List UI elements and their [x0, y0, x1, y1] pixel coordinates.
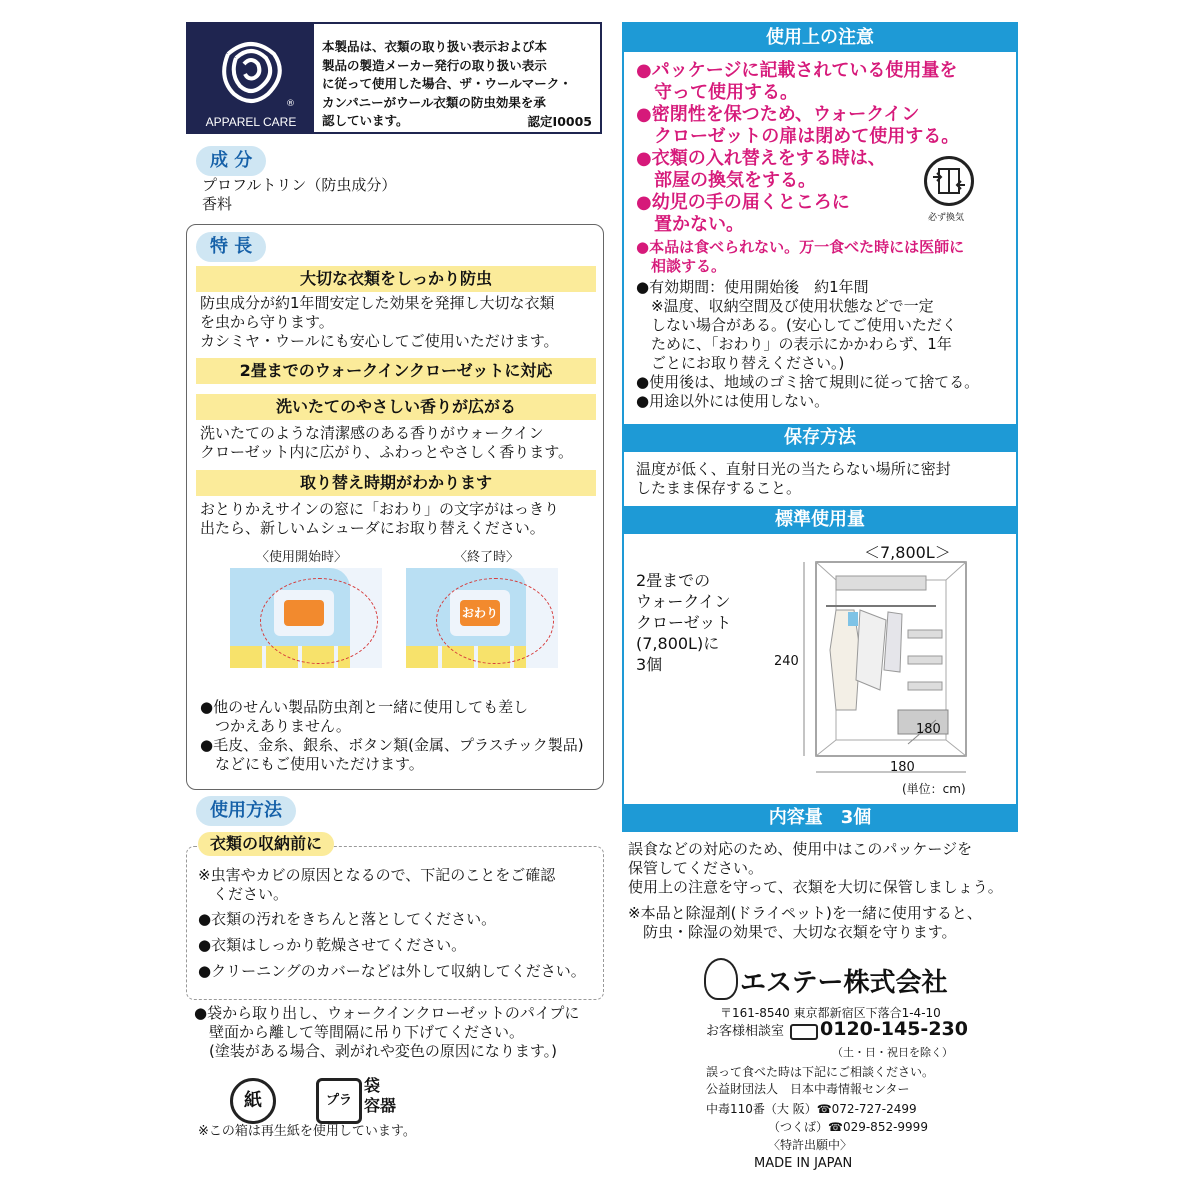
cautions-heading: 使用上の注意 — [622, 24, 1018, 52]
highlight-circle — [260, 578, 378, 664]
text-line: 2畳までの — [636, 571, 711, 590]
validity-notes — [636, 278, 1008, 411]
care-line: に従って使用した場合、ザ・ウールマーク・ — [322, 76, 572, 91]
text-line: ごとにお取り替えください。) — [636, 354, 845, 372]
text-line: つかえありません。 — [200, 717, 351, 735]
text-line: 防虫成分が約1年間安定した効果を発揮し大切な衣類 — [200, 294, 555, 312]
text-line: ●他のせんい製品防虫剤と一緒に使用しても差し — [200, 698, 529, 716]
text-line: ●密閉性を保つため、ウォークイン — [636, 104, 920, 125]
plastic-recycle-icon: プラ — [316, 1078, 362, 1124]
closet-illustration — [796, 560, 988, 780]
image-caption: 〈使用開始時〉 — [256, 550, 348, 565]
text-line: クローゼットの扉は閉めて使用する。 — [636, 126, 960, 147]
text-line: ウォークイン — [636, 592, 731, 611]
care-line: 認しています。 — [322, 113, 409, 128]
company-address: 〒161-8540 東京都新宿区下落合1-4-10 — [720, 1006, 941, 1020]
storage-text — [636, 460, 1008, 498]
caution-item — [636, 104, 1006, 148]
svg-text:®: ® — [286, 99, 295, 109]
ingredients-heading: 成 分 — [196, 146, 266, 176]
text-line: 相談する。 — [636, 257, 727, 275]
text-line: 部屋の換気をする。 — [636, 170, 816, 191]
text-line: ●衣類の入れ替えをする時は、 — [636, 148, 886, 169]
text-line: ●クリーニングのカバーなどは外して収納してください。 — [198, 962, 586, 980]
text-line: 防虫・除湿の効果で、大切な衣類を守ります。 — [628, 923, 957, 941]
text-line: 袋 — [364, 1076, 381, 1095]
poison-osaka: 中毒110番（大 阪）☎072-727-2499 — [706, 1102, 917, 1116]
text-line: ●本品は食べられない。万一食べた時には医師に — [636, 238, 965, 256]
bird-logo-icon — [704, 958, 738, 1000]
ingredient-item: 香料 — [202, 195, 233, 213]
made-in-japan: MADE IN JAPAN — [754, 1156, 853, 1171]
text-line: クローゼット内に広がり、ふわっとやさしく香ります。 — [200, 443, 574, 461]
window-icon — [927, 159, 971, 203]
feature-text — [200, 500, 596, 538]
woolmark-logo — [188, 24, 314, 132]
depth-dimension: 180 — [916, 722, 941, 737]
features-heading: 特 長 — [196, 232, 266, 262]
text-line: ために、「おわり」の表示にかかわらず、1年 — [636, 335, 952, 353]
text-line: ※温度、収納空間及び使用状態などで一定 — [636, 297, 934, 315]
paper-recycle-icon: 紙 — [230, 1078, 276, 1124]
text-line: しない場合がある。(安心してご使用いただく — [636, 316, 957, 334]
hotline-hours: （土・日・祝日を除く） — [832, 1046, 953, 1059]
patent-pending: 〈特許出願中〉 — [768, 1138, 853, 1152]
width-dimension: 180 — [890, 760, 915, 775]
care-line: 本製品は、衣類の取り扱い表示および本 — [322, 39, 548, 54]
storage-heading: 保存方法 — [622, 424, 1018, 452]
hotline-label: お客様相談室 — [706, 1024, 785, 1039]
text-line: (塗装がある場合、剥がれや変色の原因になります。) — [194, 1042, 558, 1060]
text-line: 保管してください。 — [628, 859, 764, 877]
text-line: 誤食などの対応のため、使用中はこのパッケージを — [628, 840, 973, 858]
text-line: ●用途以外には使用しない。 — [636, 392, 830, 410]
text-line: を虫から守ります。 — [200, 313, 334, 331]
height-dimension: 240 — [774, 654, 799, 669]
feature-heading: 洗いたてのやさしい香りが広がる — [196, 394, 596, 420]
recycled-paper-note: ※この箱は再生紙を使用しています。 — [198, 1124, 416, 1139]
usage-subheading: 衣類の収納前に — [198, 832, 334, 856]
sign-owari: おわり — [460, 600, 500, 626]
text-line: 使用上の注意を守って、衣類を大切に保管しましょう。 — [628, 878, 1003, 896]
unit-label: (単位：cm) — [902, 782, 966, 796]
woolmark-icon — [188, 24, 314, 132]
drypet-note — [628, 904, 1018, 942]
text-line: (7,800L)に — [636, 634, 720, 653]
text-line: 容器 — [364, 1096, 397, 1115]
hotline-number: 0120-145-230 — [820, 1018, 968, 1040]
text-line: ●毛皮、金糸、銀糸、ボタン類(金属、プラスチック製品) — [200, 736, 584, 754]
standard-usage-text — [636, 570, 731, 675]
text-line: ●衣類の汚れをきちんと落としてください。 — [198, 910, 497, 928]
text-line: ●袋から取り出し、ウォークインクローゼットのパイプに — [194, 1004, 580, 1022]
free-dial-icon — [790, 1024, 818, 1040]
storage-notes — [628, 840, 1018, 897]
text-line: ※虫害やカビの原因となるので、下記のことをご確認 — [198, 866, 556, 884]
care-line: 製品の製造メーカー発行の取り扱い表示 — [322, 57, 547, 73]
image-caption: 〈終了時〉 — [454, 550, 520, 565]
text-line: 出たら、新しいムシューダにお取り替えください。 — [200, 519, 545, 537]
recycle-labels — [364, 1076, 396, 1116]
capacity-label: ＜7,800L＞ — [864, 543, 951, 562]
ventilation-icon — [924, 156, 974, 206]
text-line: したまま保存すること。 — [636, 479, 802, 497]
feature-text — [200, 294, 596, 351]
text-line: 壁面から離して等間隔に吊り下げてください。 — [194, 1023, 525, 1041]
feature-notes — [200, 698, 596, 774]
sign-before-image — [230, 568, 382, 668]
highlight-circle — [436, 578, 554, 664]
feature-heading: 取り替え時期がわかります — [196, 470, 596, 496]
text-line: などにもご使用いただけます。 — [200, 755, 424, 773]
care-line: カンパニーがウール衣類の防虫効果を承 — [322, 94, 546, 110]
text-line: ●使用後は、地域のゴミ捨て規則に従って捨てる。 — [636, 373, 980, 391]
text-line: ●幼児の手の届くところに — [636, 192, 850, 213]
usage-heading: 使用方法 — [196, 796, 296, 826]
feature-heading: 2畳までのウォークインクローゼットに対応 — [196, 358, 596, 384]
feature-heading: 大切な衣類をしっかり防虫 — [196, 266, 596, 292]
caution-item — [636, 238, 1006, 276]
text-line: 公益財団法人 日本中毒情報センター — [706, 1082, 910, 1096]
text-line: ●パッケージに記載されている使用量を — [636, 60, 958, 81]
text-line: ●有効期間：使用開始後 約1年間 — [636, 278, 869, 296]
certification-number: 認定Ⅰ0005 — [527, 114, 592, 129]
text-line: クローゼット — [636, 613, 732, 632]
feature-text — [200, 424, 596, 462]
poison-tsukuba: （つくば）☎029-852-9999 — [768, 1120, 928, 1134]
ingredients-list — [202, 176, 396, 214]
text-line: おとりかえサインの窓に「おわり」の文字がはっきり — [200, 500, 559, 518]
text-line: ※本品と除湿剤(ドライペット)を一緒に使用すると、 — [628, 904, 982, 922]
text-line: 誤って食べた時は下記にご相談ください。 — [706, 1065, 935, 1079]
text-line: カシミヤ・ウールにも安心してご使用いただけます。 — [200, 332, 559, 350]
caution-item — [636, 60, 1006, 104]
apparel-care-box — [186, 22, 602, 134]
svg-text:APPAREL CARE: APPAREL CARE — [205, 115, 297, 129]
text-line: 置かない。 — [636, 214, 744, 235]
text-line: 3個 — [636, 655, 663, 674]
poison-center-info — [706, 1064, 934, 1098]
text-line: ●衣類はしっかり乾燥させてください。 — [198, 936, 467, 954]
text-line: 温度が低く、直射日光の当たらない場所に密封 — [636, 460, 951, 478]
ventilation-label: 必ず換気 — [928, 213, 965, 223]
content-amount: 内容量 3個 — [622, 804, 1018, 832]
text-line: 洗いたてのような清潔感のある香りがウォークイン — [200, 424, 544, 442]
company-name: エステー株式会社 — [740, 968, 948, 998]
standard-usage-heading: 標準使用量 — [622, 506, 1018, 534]
sign-after-image — [406, 568, 558, 668]
ingredient-item: プロフルトリン（防虫成分） — [202, 176, 397, 194]
text-line: 守って使用する。 — [636, 82, 798, 103]
text-line: ください。 — [198, 885, 289, 903]
